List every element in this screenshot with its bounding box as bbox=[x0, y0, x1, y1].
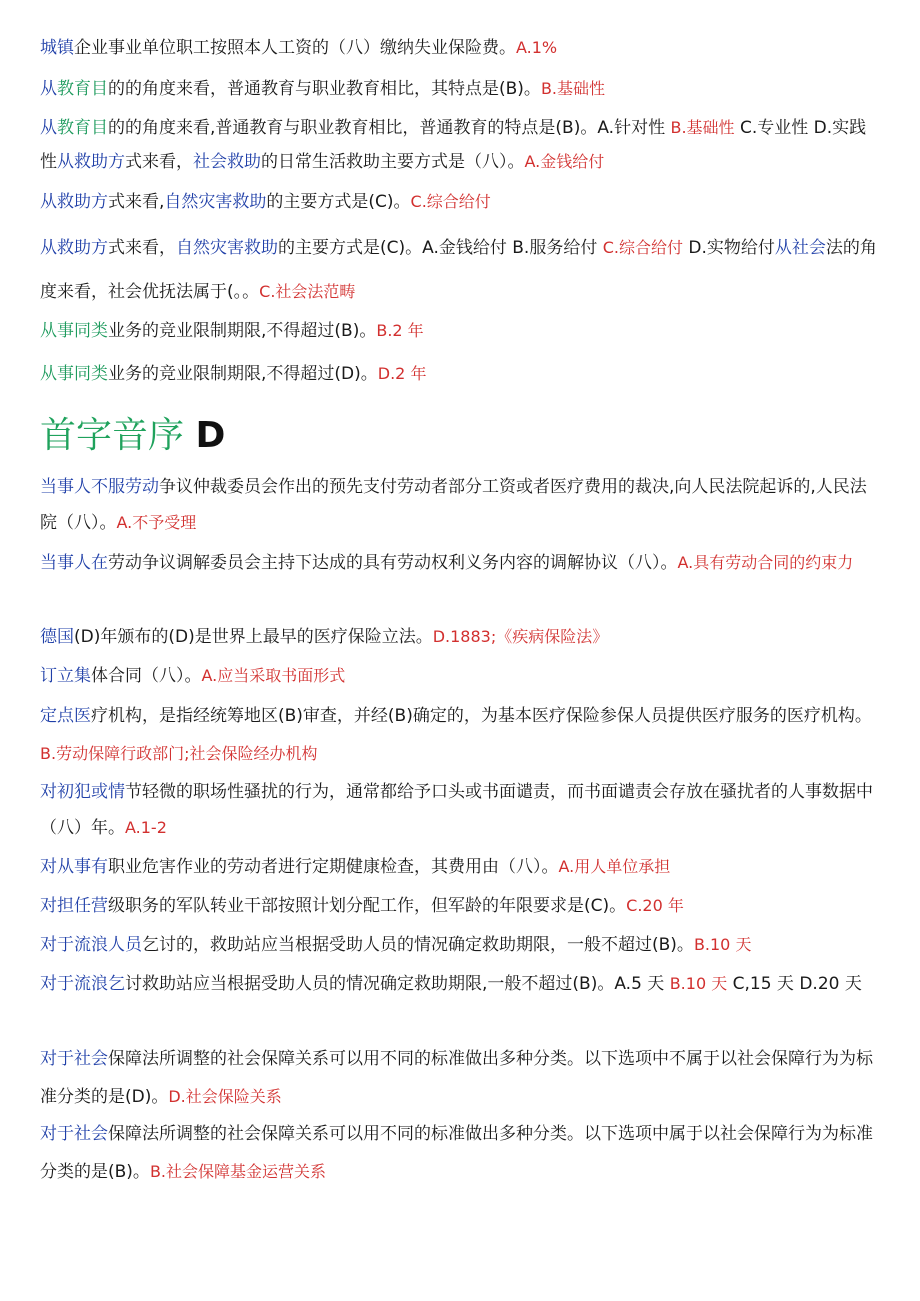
entry-keyword: 对于社会 bbox=[40, 1049, 108, 1069]
entry-keyword-3: 从救助方 bbox=[57, 152, 125, 172]
entry-answer: A.应当采取书面形式 bbox=[201, 666, 346, 685]
entry-chengzhen bbox=[40, 36, 880, 60]
entry-body: 体合同（八）。 bbox=[91, 666, 202, 686]
entry-d-11 bbox=[40, 1041, 880, 1116]
entry-d-6 bbox=[40, 774, 880, 846]
entry-answer: A.1-2 bbox=[125, 818, 167, 837]
entry-d-7 bbox=[40, 855, 880, 879]
entry-keyword: 从事同类 bbox=[40, 364, 108, 384]
entry-body-2: 的主要方式是(C)。 bbox=[266, 192, 411, 212]
section-title: 首字音序 bbox=[40, 415, 185, 456]
entry-answer: B.10 天 bbox=[693, 935, 752, 954]
entry-keyword-2: 教育目 bbox=[57, 118, 108, 138]
entry-education-goal-1 bbox=[40, 77, 880, 101]
entry-keyword: 定点医 bbox=[40, 706, 91, 726]
entry-tail: C,15 天 D.20 天 bbox=[727, 974, 862, 994]
entry-answer: A.具有劳动合同的约束力 bbox=[677, 553, 854, 572]
entry-body: 企业事业单位职工按照本人工资的（八）缴纳失业保险费。 bbox=[74, 38, 516, 58]
entry-answer: B.基础性 bbox=[670, 118, 735, 137]
entry-keyword: 城镇 bbox=[40, 38, 74, 58]
entry-noncompete-d bbox=[40, 362, 880, 386]
entry-keyword: 从救助方 bbox=[40, 238, 108, 258]
entry-keyword-3: 自然灾害救助 bbox=[164, 192, 267, 212]
entry-body: 保障法所调整的社会保障关系可以用不同的标准做出多种分类。以下选项中属于以社会保障行为为标准分类的是(B)。 bbox=[40, 1124, 873, 1182]
entry-answer: B.基础性 bbox=[540, 79, 606, 98]
entry-keyword: 对担任营 bbox=[40, 896, 108, 916]
entry-answer: B.2 年 bbox=[376, 321, 424, 340]
entry-body: 业务的竞业限制期限,不得超过(D)。 bbox=[108, 364, 378, 384]
entry-answer: A.不予受理 bbox=[116, 513, 197, 532]
entry-body: 讨救助站应当根据受助人员的情况确定救助期限,一般不超过(B)。A.5 天 bbox=[125, 974, 670, 994]
entry-keyword: 对于流浪人员 bbox=[40, 935, 142, 955]
entry-education-goal-2 bbox=[40, 111, 880, 179]
entry-keyword: 从 bbox=[40, 118, 57, 138]
entry-keyword-2: 教育目 bbox=[57, 79, 108, 99]
entry-noncompete-b bbox=[40, 319, 880, 343]
entry-keyword: 对从事有 bbox=[40, 857, 108, 877]
entry-answer: C.20 年 bbox=[626, 896, 684, 915]
entry-answer: A.用人单位承担 bbox=[558, 857, 671, 876]
entry-keyword: 从 bbox=[40, 79, 57, 99]
entry-answer: D.1883;《疾病保险法》 bbox=[432, 627, 609, 646]
entry-tail: D.实物给付 bbox=[683, 238, 775, 258]
entry-tail: C.专业性 D.实践性 bbox=[40, 118, 867, 172]
entry-answer-2: C.社会法范畴 bbox=[259, 282, 356, 301]
entry-body: 节轻微的职场性骚扰的行为，通常都给予口头或书面谴责，而书面谴责会存放在骚扰者的人事数据中（八）年。 bbox=[40, 782, 873, 838]
entry-d-12 bbox=[40, 1116, 880, 1191]
entry-answer: B.社会保障基金运营关系 bbox=[149, 1162, 327, 1181]
entry-body: 劳动争议调解委员会主持下达成的具有劳动权利义务内容的调解协议（八）。 bbox=[108, 553, 678, 573]
entry-rescue-mode-2 bbox=[40, 226, 880, 314]
entry-d-9 bbox=[40, 933, 880, 957]
entry-d-4 bbox=[40, 664, 880, 688]
entry-body: 保障法所调整的社会保障关系可以用不同的标准做出多种分类。以下选项中不属于以社会保障行为为标准分类的是(D)。 bbox=[40, 1049, 873, 1107]
entry-answer: B.劳动保障行政部门;社会保险经办机构 bbox=[40, 744, 318, 763]
entry-body: 业务的竞业限制期限,不得超过(B)。 bbox=[108, 321, 377, 341]
entry-body: 争议仲裁委员会作出的预先支付劳动者部分工资或者医疗费用的裁决,向人民法院起诉的,人民法院（八）。 bbox=[40, 477, 867, 533]
entry-body: 级职务的军队转业干部按照计划分配工作，但军龄的年限要求是(C)。 bbox=[108, 896, 627, 916]
entry-keyword-3: 自然灾害救助 bbox=[176, 238, 278, 258]
entry-keyword: 德国 bbox=[40, 627, 74, 647]
entry-rescue-mode-1 bbox=[40, 190, 880, 214]
entry-answer: D.2 年 bbox=[377, 364, 427, 383]
entry-keyword: 当事人在 bbox=[40, 553, 108, 573]
entry-body: 乞讨的，救助站应当根据受助人员的情况确定救助期限，一般不超过(B)。 bbox=[142, 935, 694, 955]
section-letter: D bbox=[195, 415, 226, 456]
entry-keyword: 对初犯或情 bbox=[40, 782, 125, 802]
entry-answer: B.10 天 bbox=[669, 974, 728, 993]
entry-d-5 bbox=[40, 698, 880, 773]
entry-d-10 bbox=[40, 965, 880, 1003]
entry-answer: C.综合给付 bbox=[602, 238, 684, 257]
entry-answer-2: A.金钱给付 bbox=[524, 152, 605, 171]
entry-body-2: 的主要方式是(C)。A.金钱给付 B.服务给付 bbox=[278, 238, 603, 258]
entry-body: 的的角度来看,普通教育与职业教育相比，普通教育的特点是(B)。A.针对性 bbox=[108, 118, 671, 138]
entry-body: 职业危害作业的劳动者进行定期健康检查，其费用由（八）。 bbox=[108, 857, 559, 877]
entry-answer: C.综合给付 bbox=[410, 192, 491, 211]
entry-d-2 bbox=[40, 544, 880, 582]
entry-body: 式来看， bbox=[108, 238, 176, 258]
entry-keyword: 订立集 bbox=[40, 666, 91, 686]
entry-body: 的的角度来看，普通教育与职业教育相比，其特点是(B)。 bbox=[108, 79, 541, 99]
entry-answer: A.1% bbox=[516, 38, 558, 57]
entry-keyword: 从救助方 bbox=[40, 192, 108, 212]
entry-d-8 bbox=[40, 894, 880, 918]
entry-d-3 bbox=[40, 625, 880, 649]
entry-keyword: 对于社会 bbox=[40, 1124, 108, 1144]
entry-body: 疗机构，是指经统筹地区(B)审查，并经(B)确定的，为基本医疗保险参保人员提供医疗服务的医疗机构。 bbox=[91, 706, 872, 726]
entry-d-1 bbox=[40, 470, 880, 541]
entry-keyword: 对于流浪乞 bbox=[40, 974, 125, 994]
entry-keyword-4: 从社会 bbox=[774, 238, 826, 258]
entry-body-2: 式来看， bbox=[125, 152, 193, 172]
entry-keyword-4: 社会救助 bbox=[193, 152, 261, 172]
entry-keyword: 当事人不服劳动 bbox=[40, 477, 159, 497]
section-heading bbox=[40, 412, 225, 460]
entry-body: (D)年颁布的(D)是世界上最早的医疗保险立法。 bbox=[74, 627, 433, 647]
entry-body-3: 的日常生活救助主要方式是（八）。 bbox=[261, 152, 525, 172]
entry-body-3: 法的角度来看，社会优抚法属于(。。 bbox=[40, 238, 877, 302]
entry-body: 式来看, bbox=[108, 192, 165, 212]
entry-answer: D.社会保险关系 bbox=[168, 1087, 282, 1106]
entry-keyword: 从事同类 bbox=[40, 321, 108, 341]
